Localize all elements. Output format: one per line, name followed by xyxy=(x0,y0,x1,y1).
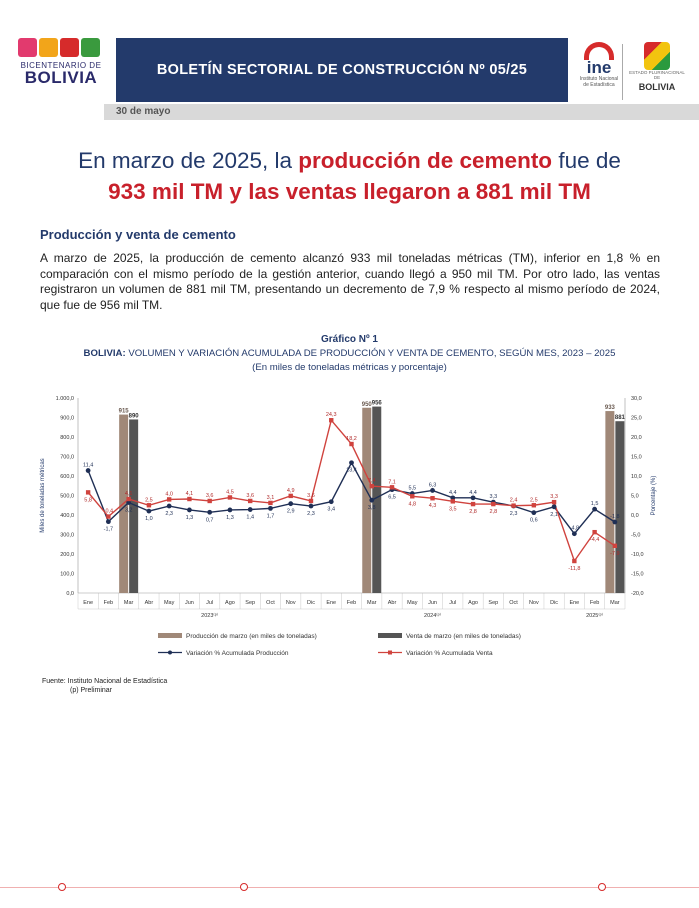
bar-sales-label: 890 xyxy=(128,413,139,420)
production-data-label: 1,4 xyxy=(246,514,255,521)
production-data-label: 2,9 xyxy=(286,508,295,515)
x-tick-label: Ene xyxy=(83,600,94,606)
x-tick-label: Abr xyxy=(144,600,154,606)
y-left-tick-label: 400,0 xyxy=(60,513,74,519)
y-right-tick-label: -20,0 xyxy=(631,591,644,597)
legend-line-sales: Variación % Acumulada Venta xyxy=(406,650,493,657)
x-tick-label: Abr xyxy=(387,600,397,606)
sales-data-label: 3,1 xyxy=(266,494,275,501)
point-sales xyxy=(491,502,495,506)
x-tick-label: Mar xyxy=(123,600,134,606)
x-tick-label: Sep xyxy=(245,600,256,606)
x-tick-label: Feb xyxy=(589,600,600,606)
sales-data-label: 2,4 xyxy=(509,497,518,504)
headline-part3: fue de xyxy=(552,148,621,173)
sales-data-label: 24,3 xyxy=(325,412,337,419)
sales-data-label: 5,8 xyxy=(84,497,92,504)
legend-marker-sales xyxy=(388,651,392,655)
bolivia-logo xyxy=(628,42,686,92)
bar-production-label: 950 xyxy=(361,401,372,408)
sales-data-label: 3,6 xyxy=(205,492,214,499)
y-right-tick-label: 10,0 xyxy=(631,474,642,480)
chart-subtitle xyxy=(0,348,699,359)
point-sales xyxy=(572,559,576,563)
production-data-label: 3,4 xyxy=(327,506,336,513)
point-production xyxy=(147,509,152,514)
point-sales xyxy=(248,499,252,503)
bulletin-banner xyxy=(116,38,568,102)
legend-swatch-bar-sales xyxy=(378,633,402,638)
date-strip xyxy=(104,104,699,120)
x-tick-label: Feb xyxy=(103,600,114,606)
y-left-tick-label: 500,0 xyxy=(60,493,74,500)
footer-dot xyxy=(240,883,248,891)
bulletin-title: BOLETÍN SECTORIAL DE CONSTRUCCIÓN Nº 05/25 xyxy=(156,62,528,78)
y-left-tick-label: 600,0 xyxy=(60,474,74,480)
x-tick-label: Mar xyxy=(610,600,620,606)
sales-data-label: -11,8 xyxy=(568,566,581,573)
headline-part1: En marzo de 2025, la xyxy=(78,148,299,173)
year-label: 2024⁽ᵖ⁾ xyxy=(424,613,442,619)
production-data-label: 4,4 xyxy=(469,489,477,496)
point-production xyxy=(207,510,212,515)
production-data-label: 0,7 xyxy=(205,517,214,524)
x-tick-label: Jun xyxy=(184,600,194,606)
point-production xyxy=(106,519,111,524)
source-line2: (p) Preliminar xyxy=(70,687,113,694)
footer-dot xyxy=(58,883,66,891)
y-right-tick-label: 5,0 xyxy=(631,493,639,500)
production-data-label: 6,5 xyxy=(388,494,396,501)
legend-line-production: Variación % Acumulada Producción xyxy=(186,650,289,657)
y-right-tick-label: -5,0 xyxy=(631,532,641,539)
production-data-label: 1,3 xyxy=(226,514,234,521)
production-data-label: 1,5 xyxy=(590,501,599,508)
x-tick-label: Oct xyxy=(509,600,518,606)
x-tick-label: Nov xyxy=(285,600,296,606)
x-tick-label: Oct xyxy=(266,600,275,606)
y-right-tick-label: 20,0 xyxy=(631,435,642,441)
logo-divider xyxy=(622,44,623,100)
production-data-label: 1,7 xyxy=(266,513,275,520)
bar-production-label: 933 xyxy=(604,405,615,412)
x-tick-label: May xyxy=(163,600,175,606)
ine-logo xyxy=(578,42,620,88)
production-data-label: 13,4 xyxy=(346,467,357,474)
sales-data-label: 18,2 xyxy=(346,436,357,443)
cement-chart xyxy=(0,380,699,675)
ine-text: ine xyxy=(586,58,612,77)
y-right-tick-label: 15,0 xyxy=(631,454,642,461)
y-left-tick-label: 200,0 xyxy=(60,552,74,558)
logo-line2: BOLIVIA xyxy=(24,68,98,87)
bolivia-emblem-icon xyxy=(644,42,670,70)
sales-data-label: 3,6 xyxy=(307,492,315,499)
sales-data-label: -0,4 xyxy=(103,508,114,515)
production-data-label: 6,3 xyxy=(428,482,437,489)
point-sales xyxy=(613,544,617,548)
production-data-label: -1,7 xyxy=(103,526,114,533)
year-label: 2023⁽ᵖ⁾ xyxy=(201,613,219,619)
source-line1: Fuente: Instituto Nacional de Estadística xyxy=(42,678,168,685)
point-production xyxy=(552,504,557,509)
x-tick-label: Jun xyxy=(428,600,437,606)
point-production xyxy=(471,495,476,500)
production-data-label: 2,3 xyxy=(165,511,173,518)
y-left-tick-label: 1.000,0 xyxy=(55,396,74,402)
production-data-label: 0,6 xyxy=(530,517,538,524)
footer-line xyxy=(0,887,699,888)
footer-dot xyxy=(598,883,606,891)
ine-sub: Instituto Nacional de Estadística xyxy=(579,76,619,88)
production-data-label: 3,2 xyxy=(124,507,133,514)
y-left-tick-label: 700,0 xyxy=(60,454,74,461)
y-left-tick-label: 0,0 xyxy=(66,591,74,597)
production-data-label: 3,3 xyxy=(489,494,498,501)
point-production xyxy=(268,506,273,511)
bar-sales xyxy=(615,421,624,593)
point-sales xyxy=(511,503,515,507)
x-tick-label: Nov xyxy=(528,600,539,606)
point-production xyxy=(369,498,374,503)
production-data-label: 1,3 xyxy=(185,514,194,521)
x-tick-label: Dic xyxy=(550,600,559,606)
production-data-label: 2,3 xyxy=(509,511,518,518)
y-right-axis-label: Porcentaje (%) xyxy=(651,475,657,516)
production-data-label: 4,4 xyxy=(448,489,457,496)
x-tick-label: May xyxy=(407,600,418,606)
production-data-label: 3,8 xyxy=(367,505,376,512)
point-sales xyxy=(592,530,596,534)
point-sales xyxy=(167,497,171,501)
chart-subtitle-text: VOLUMEN Y VARIACIÓN ACUMULADA DE PRODUCCIÓN Y VENTA DE CEMENTO, SEGÚN MES, 2023 – 2025 xyxy=(125,348,616,359)
point-production xyxy=(592,507,597,512)
headline-part2: producción de cemento xyxy=(298,148,553,173)
point-production xyxy=(288,501,293,506)
source-note xyxy=(42,677,167,695)
sales-data-label: 7,4 xyxy=(367,478,376,485)
bicentenario-emblem xyxy=(18,38,104,57)
point-sales xyxy=(187,497,191,501)
point-production xyxy=(228,508,233,513)
sales-data-label: 4,1 xyxy=(185,491,194,498)
sales-data-label: 2,5 xyxy=(145,497,153,504)
x-tick-label: Feb xyxy=(346,600,357,606)
sales-data-label: 3,6 xyxy=(246,492,255,499)
y-right-tick-label: -10,0 xyxy=(631,552,644,558)
point-production xyxy=(86,468,91,473)
point-sales xyxy=(390,485,394,489)
y-left-axis-label: Miles de toneladas métricas xyxy=(40,458,46,533)
bar-sales-label: 881 xyxy=(614,415,625,422)
production-data-label: -4,8 xyxy=(569,525,580,532)
sales-data-label: 4,0 xyxy=(165,491,173,498)
point-sales xyxy=(86,490,90,494)
chart-subtitle2: (En miles de toneladas métricas y porcentaje) xyxy=(252,362,447,373)
summary-paragraph: A marzo de 2025, la producción de cemento alcanzó 933 mil toneladas métricas (TM), inferior en 1,8 % en comparación con el mismo período de la gestión anterior, cuando llegó a 950 mil TM. Por otro lado, las ventas registraron un volumen de 881 mil TM, presentando un decremento de 7,9 % respecto al mismo período de 2024, que fue de 956 mil TM. xyxy=(40,251,660,312)
legend-marker-production xyxy=(168,651,172,655)
sales-data-label: -7,9 xyxy=(610,550,620,557)
production-data-label: 5,5 xyxy=(408,485,417,492)
chart-title: Gráfico Nº 1 xyxy=(320,334,378,345)
legend-bar-sales: Venta de marzo (en miles de toneladas) xyxy=(406,633,521,640)
point-sales xyxy=(349,442,353,446)
section-title: Producción y venta de cemento xyxy=(40,227,236,242)
point-production xyxy=(167,504,172,509)
point-sales xyxy=(532,503,536,507)
point-sales xyxy=(309,499,313,503)
point-production xyxy=(572,531,577,536)
y-right-tick-label: 0,0 xyxy=(631,513,639,519)
point-sales xyxy=(410,494,414,498)
y-right-tick-label: 30,0 xyxy=(631,396,642,402)
sales-data-label: 4,1 xyxy=(124,491,133,498)
sales-data-label: 3,3 xyxy=(550,494,558,501)
point-sales xyxy=(471,502,475,506)
x-tick-label: Mar xyxy=(367,600,377,606)
point-production xyxy=(430,488,435,493)
point-sales xyxy=(370,484,374,488)
legend-bar-production: Producción de marzo (en miles de toneladas) xyxy=(186,633,317,640)
sales-data-label: 4,8 xyxy=(408,501,417,508)
production-data-label: 1,0 xyxy=(145,516,153,523)
point-sales xyxy=(430,496,434,500)
point-production xyxy=(187,508,192,513)
point-sales xyxy=(126,497,130,501)
bolivia-sub: ESTADO PLURINACIONAL DE xyxy=(629,70,685,80)
sales-data-label: 4,5 xyxy=(226,489,234,496)
x-tick-label: Ene xyxy=(569,600,580,606)
point-sales xyxy=(106,514,110,518)
x-tick-label: Dic xyxy=(307,600,315,606)
bar-sales-label: 956 xyxy=(371,400,382,407)
production-data-label: -1,8 xyxy=(610,514,620,521)
point-production xyxy=(248,507,253,512)
y-left-tick-label: 100,0 xyxy=(60,571,74,578)
bicentenario-logo xyxy=(18,38,104,86)
point-sales xyxy=(289,494,293,498)
bar-production xyxy=(605,411,614,593)
sales-data-label: 3,5 xyxy=(448,506,457,513)
point-production xyxy=(612,520,617,525)
headline xyxy=(0,145,699,207)
year-label: 2025⁽ᵖ⁾ xyxy=(586,613,604,619)
sales-data-label: 2,8 xyxy=(469,509,477,516)
publication-date: 30 de mayo xyxy=(116,106,171,117)
point-production xyxy=(531,510,536,515)
y-right-tick-label: 25,0 xyxy=(631,415,642,422)
y-left-tick-label: 800,0 xyxy=(60,435,74,441)
point-production xyxy=(349,460,354,465)
y-left-tick-label: 900,0 xyxy=(60,415,74,422)
sales-data-label: 2,8 xyxy=(489,509,498,516)
production-data-label: 2,3 xyxy=(307,511,315,518)
x-tick-label: Ago xyxy=(225,600,235,606)
x-tick-label: Jul xyxy=(449,600,457,606)
y-left-tick-label: 300,0 xyxy=(60,532,74,539)
x-tick-label: Ene xyxy=(326,600,337,606)
legend-swatch-bar-production xyxy=(158,633,182,638)
sales-data-label: 7,1 xyxy=(388,479,396,486)
bolivia-text: BOLIVIA xyxy=(638,82,676,92)
x-tick-label: Sep xyxy=(488,600,499,606)
chart-subtitle-bold: BOLIVIA: xyxy=(83,348,126,359)
y-right-tick-label: -15,0 xyxy=(631,571,644,578)
headline-line2: 933 mil TM y las ventas llegaron a 881 mil TM xyxy=(108,179,591,204)
x-tick-label: Ago xyxy=(468,600,478,606)
production-data-label: 11,4 xyxy=(82,462,94,469)
production-data-label: 2,1 xyxy=(550,511,558,518)
sales-data-label: 4,9 xyxy=(286,487,295,494)
point-sales xyxy=(268,501,272,505)
point-sales xyxy=(147,503,151,507)
point-sales xyxy=(207,499,211,503)
point-sales xyxy=(329,418,333,422)
bar-production-label: 915 xyxy=(118,408,129,415)
point-production xyxy=(329,499,334,504)
logo-line1: BICENTENARIO DE xyxy=(20,61,102,70)
x-tick-label: Jul xyxy=(206,600,214,606)
point-sales xyxy=(228,495,232,499)
point-sales xyxy=(451,499,455,503)
point-sales xyxy=(552,500,556,504)
sales-data-label: -4,4 xyxy=(589,537,600,544)
sales-data-label: 2,5 xyxy=(530,497,538,504)
point-production xyxy=(309,504,314,509)
sales-data-label: 4,3 xyxy=(428,503,437,510)
